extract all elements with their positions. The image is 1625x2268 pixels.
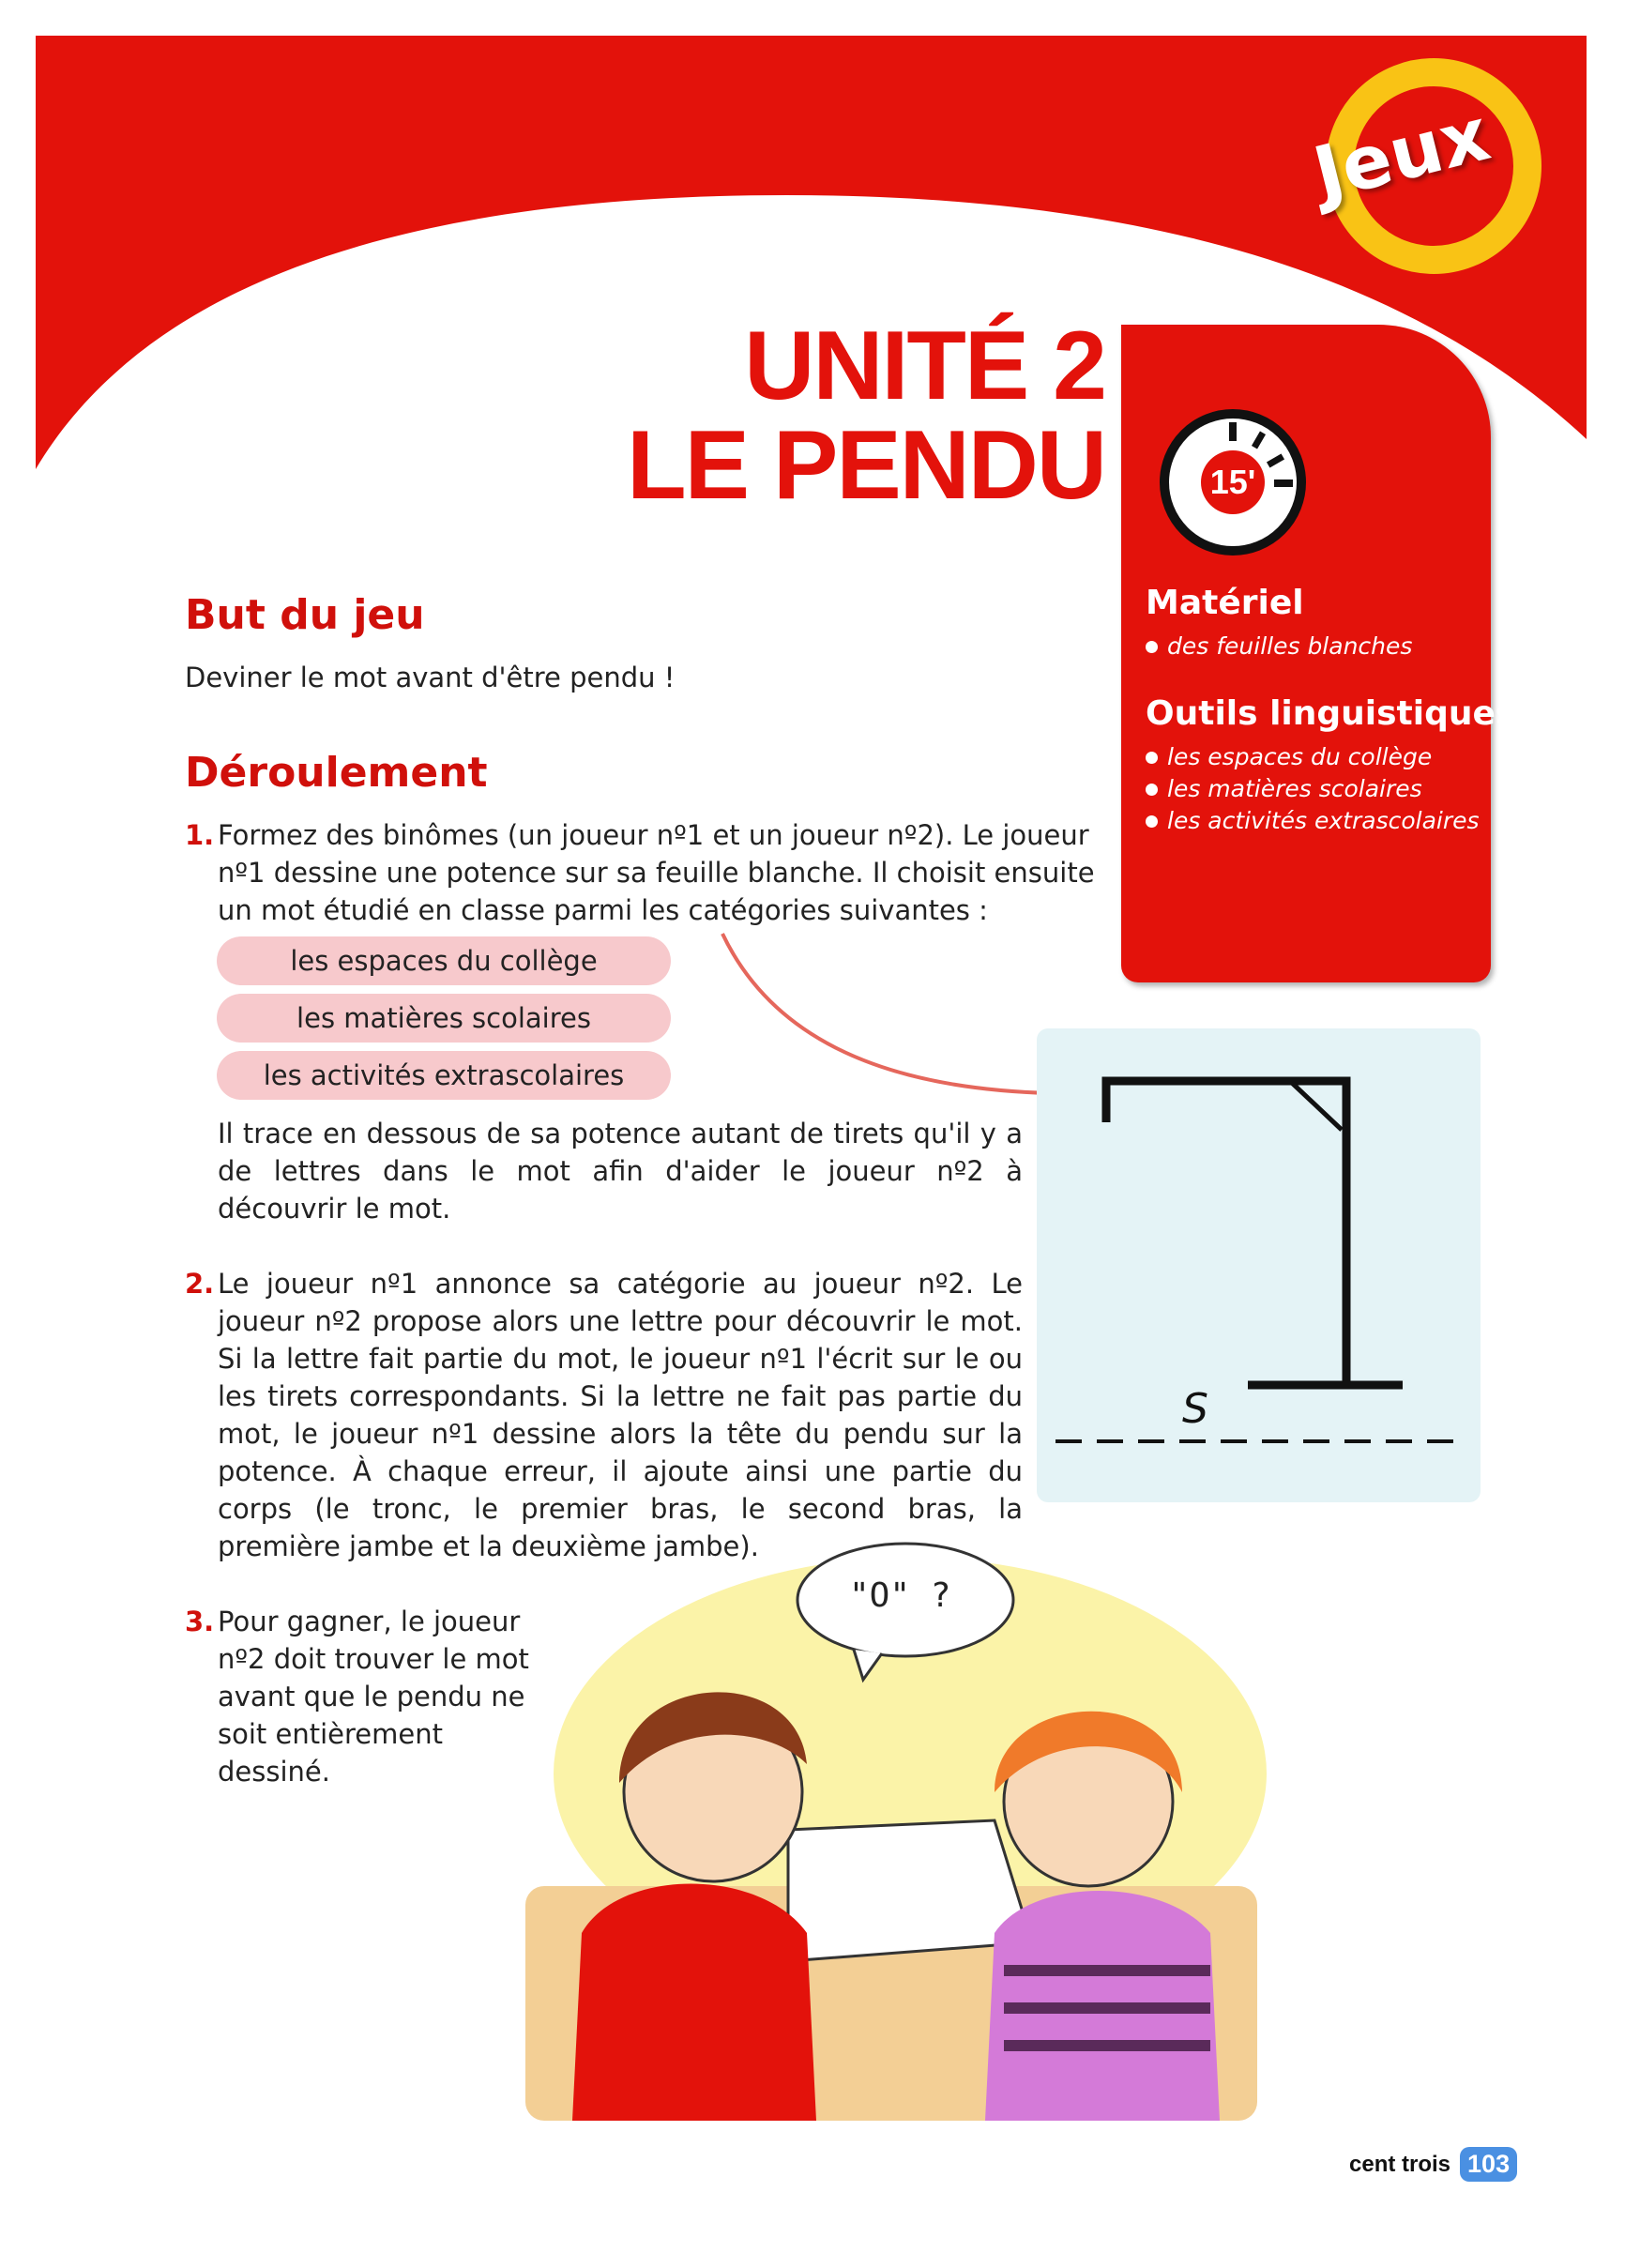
material-item: des feuilles blanches [1146,631,1412,662]
children-playing-illustration [507,1539,1276,2149]
step-2-text: Le joueur nº1 annonce sa catégorie au joueur nº2. Le joueur nº2 propose alors une lettre pour découvrir le mot. Si la lettre fait partie du mot, le joueur nº1 l'écrit sur le ou les tirets correspondants. Si la lettre ne fait pas partie du mot, le joueur nº1 dessine alors la tête du pendu sur la potence. À chaque erreur, il ajoute ainsi une partie du corps (le tronc, le premier bras, le second bras, la première jambe et la deuxième jambe). [218,1268,1023,1562]
tool-item: les espaces du collège [1146,741,1432,773]
category-pill: les matières scolaires [217,994,671,1043]
step-2-number: 2. [185,1268,215,1300]
timer-icon [1160,409,1306,556]
hangman-illustration [1037,1028,1481,1502]
unit-number: UNITÉ 2 [744,312,1105,420]
step-3-number: 3. [185,1606,215,1637]
category-pill: les espaces du collège [217,936,671,985]
steps-heading: Déroulement [185,749,488,797]
page-title: LE PENDU [627,411,1105,520]
guessed-letter: S [1182,1385,1208,1433]
arrow-icon [713,929,1070,1117]
goal-heading: But du jeu [185,591,425,639]
page-number-words: cent trois [1349,2151,1451,2177]
step-1-text: Formez des binômes (un joueur nº1 et un joueur nº2). Le joueur nº1 dessine une potence sur sa feuille blanche. Il choisit ensuite un mot étudié en classe parmi les catégories suivantes : [218,819,1095,926]
step-3-text: Pour gagner, le joueur nº2 doit trouver le mot avant que le pendu ne soit entièrement dessiné. [218,1606,529,1788]
page-number: 103 [1460,2147,1517,2182]
tools-heading: Outils linguistiques [1146,694,1516,733]
duration-label: 15' [1201,450,1265,514]
step-1-continued: Il trace en dessous de sa potence autant de tirets qu'il y a de lettres dans le mot afin d'aider le joueur nº2 à découvrir le mot. [218,1118,1023,1225]
category-pill: les activités extrascolaires [217,1051,671,1100]
tool-item: les activités extrascolaires [1146,805,1480,837]
tool-item: les matières scolaires [1146,773,1422,805]
step-1-number: 1. [185,819,215,851]
material-heading: Matériel [1146,584,1304,622]
goal-text: Deviner le mot avant d'être pendu ! [185,662,676,693]
gallows-drawing [1037,1028,1481,1502]
page-footer [1349,2147,1517,2182]
jeux-badge-label: Jeux [1305,92,1497,218]
speech-bubble-text: "O" ? [849,1576,951,1615]
